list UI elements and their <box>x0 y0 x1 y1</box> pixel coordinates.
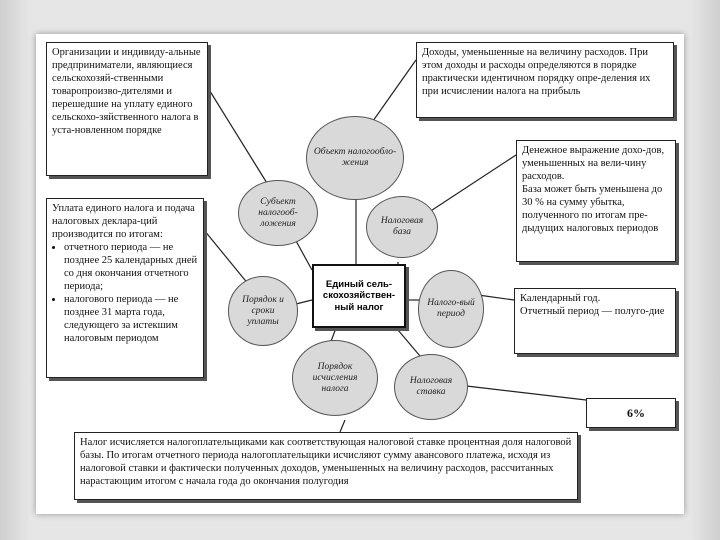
calculation-text: Налог исчисляется налогоплательщиками как соответствующая налоговой ставке процентная доля налоговой базы. По итогам отчетного периода налогоплательщики исчисляют сумму авансового платежа, исходя из налоговой ставки и фактически полученных доходов, уменьшенных на величину расходов, рассчитанных нарастающим итогом с начала года до окончания полугодия <box>80 437 572 487</box>
rate-value: 6% <box>627 405 645 420</box>
period-text-2: Отчетный период — полуго-дие <box>520 306 665 317</box>
subjects-box <box>46 42 208 176</box>
payment-box <box>46 198 204 378</box>
base-box <box>516 140 676 262</box>
rate-box <box>586 398 676 428</box>
connector-object <box>368 60 416 128</box>
connector-center-payment <box>296 300 312 304</box>
base-text-2: База может быть уменьшена до 30 % на сумму убытка, полученного по итогам пре-дыдущих налоговых периодов <box>522 184 663 234</box>
bubble-calculation-label: Порядок исчисления налога <box>312 361 358 394</box>
bubble-subject <box>238 180 318 246</box>
connector-period <box>478 295 514 300</box>
bubble-period-label: Налого-вый период <box>427 298 475 319</box>
connector-calc <box>340 420 345 432</box>
bubble-period <box>418 270 484 348</box>
subjects-text: Организации и индивиду-альные предприниматели, являющиеся сельскохозяй-ственными товаропроизво-дителями и перешедшие на уплату единого сельскохо-зяйственного налога в уста-новленном порядке <box>52 47 201 136</box>
object-box <box>416 42 674 118</box>
bubble-calculation <box>292 340 378 416</box>
bubble-subject-label: Субъект налогооб-ложения <box>258 196 298 229</box>
bubble-payment <box>228 276 298 346</box>
bubble-payment-label: Порядок и сроки уплаты <box>242 294 284 327</box>
bubble-rate-label: Налоговая ставка <box>409 376 453 397</box>
payment-item-tax: • налогового периода — не позднее 31 марта года, следующего за истекшим налоговым периодом <box>64 293 198 345</box>
bubble-base-label: Налоговая база <box>380 216 424 237</box>
calculation-box <box>74 432 578 500</box>
payment-intro: Уплата единого налога и подача налоговых деклара-ций производится по итогам: <box>52 203 195 240</box>
bubble-object <box>306 116 404 200</box>
period-box <box>514 288 676 354</box>
center-title: Единый сель-скохозяйствен-ный налог <box>322 278 396 313</box>
object-text: Доходы, уменьшенные на величину расходов. При этом доходы и расходы определяются в порядке практически идентичном порядку опре-деления их при исчислении налога на прибыль <box>422 47 651 97</box>
connector-base <box>420 155 516 218</box>
connector-center-rate <box>398 330 420 356</box>
center-box <box>312 264 406 328</box>
connector-rate <box>458 385 586 400</box>
bubble-base <box>366 196 438 258</box>
period-text-1: Календарный год. <box>520 293 601 304</box>
bubble-rate <box>394 354 468 420</box>
base-text-1: Денежное выражение дохо-дов, уменьшенных на вели-чину расходов. <box>522 145 665 182</box>
bubble-object-label: Объект налогообло-жения <box>313 147 397 168</box>
connector-subject <box>208 88 270 188</box>
payment-item-reporting: • отчетного периода — не позднее 25 календарных дней со дня окончания отчетного периода; <box>64 241 198 293</box>
